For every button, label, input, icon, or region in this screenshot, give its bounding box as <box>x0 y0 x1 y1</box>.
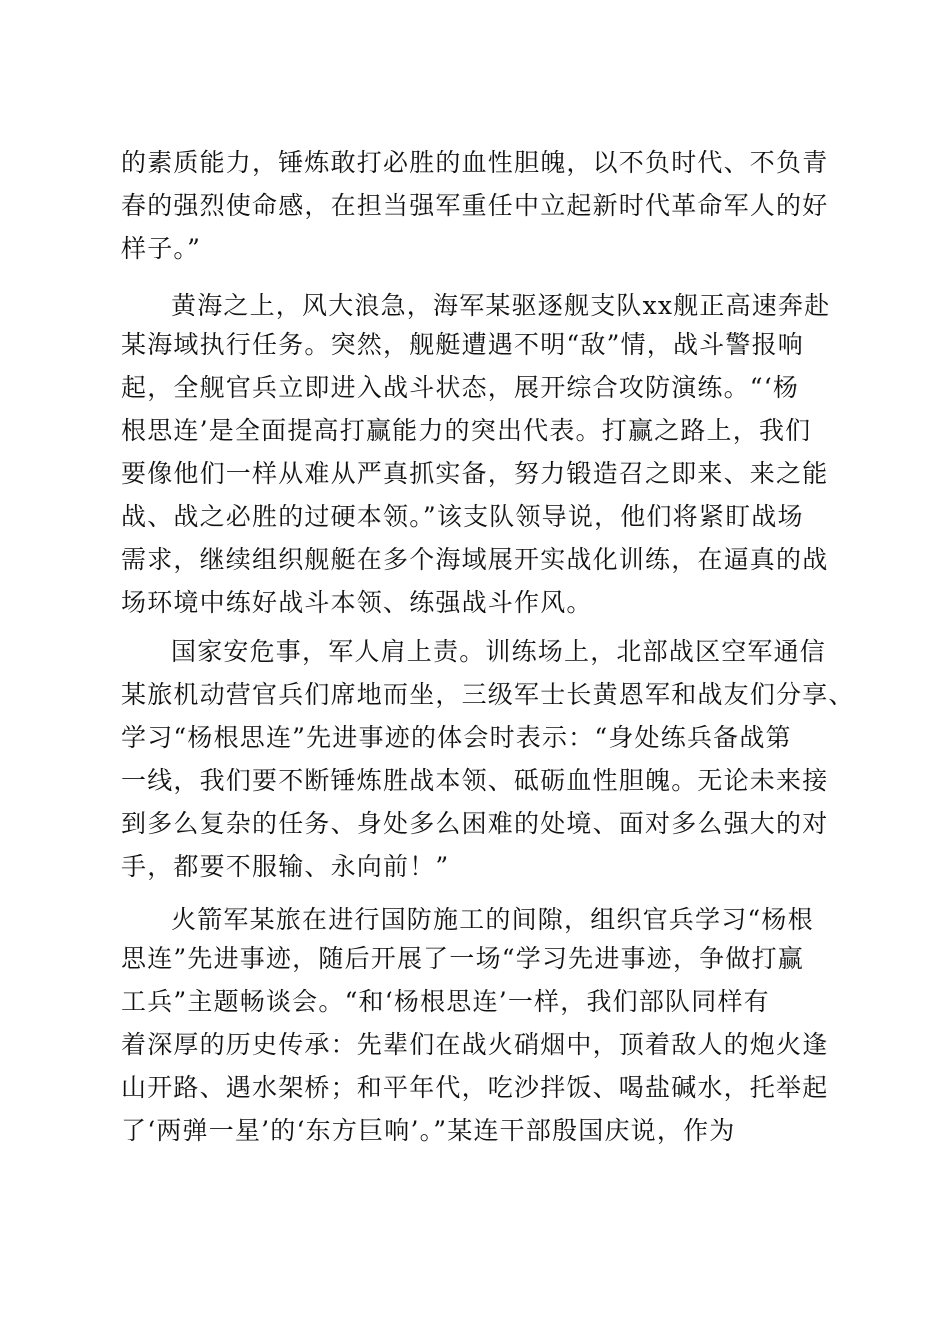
text-line-18: 火箭军某旅在进行国防施工的间隙，组织官兵学习“杨根 <box>171 905 814 934</box>
text-line-12: 国家安危事，军人肩上责。训练场上，北部战区空军通信 <box>171 637 827 666</box>
text-line-19: 思连”先进事迹，随后开展了一场“学习先进事迹，争做打赢 <box>121 944 804 973</box>
text-line-15: 一线，我们要不断锤炼胜战本领、砥砺血性胆魄。无论未来接 <box>121 766 829 795</box>
text-line-2: 春的强烈使命感，在担当强军重任中立起新时代革命军人的好 <box>121 191 829 220</box>
text-line-11: 场环境中练好战斗本领、练强战斗作风。 <box>121 588 593 617</box>
text-line-1: 的素质能力，锤炼敢打必胜的血性胆魄，以不负时代、不负青 <box>121 148 829 177</box>
text-line-20: 工兵”主题畅谈会。“和‘杨根思连’一样，我们部队同样有 <box>121 987 770 1016</box>
text-line-14: 学习“杨根思连”先进事迹的体会时表示：“身处练兵备战第 <box>121 723 792 752</box>
text-line-17: 手，都要不服输、永向前！” <box>121 852 450 881</box>
text-line-8: 要像他们一样从难从严真抓实备，努力锻造召之即来、来之能 <box>121 459 829 488</box>
text-line-6: 起，全舰官兵立即进入战斗状态，展开综合攻防演练。“‘杨 <box>121 373 800 402</box>
text-line-16: 到多么复杂的任务、身处多么困难的处境、面对多么强大的对 <box>121 809 829 838</box>
text-line-22: 山开路、遇水架桥；和平年代，吃沙拌饭、喝盐碱水，托举起 <box>121 1073 829 1102</box>
text-line-5: 某海域执行任务。突然，舰艇遭遇不明“敌”情，战斗警报响 <box>121 330 804 359</box>
text-line-13: 某旅机动营官兵们席地而坐，三级军士长黄恩军和战友们分享、 <box>121 680 855 709</box>
text-line-7: 根思连’是全面提高打赢能力的突出代表。打赢之路上，我们 <box>121 416 812 445</box>
text-line-10: 需求，继续组织舰艇在多个海域展开实战化训练，在逼真的战 <box>121 545 829 574</box>
text-line-9: 战、战之必胜的过硬本领。”该支队领导说，他们将紧盯战场 <box>121 502 804 531</box>
text-line-23: 了‘两弹一星’的‘东方巨响’。”某连干部殷国庆说，作为 <box>121 1116 736 1145</box>
text-line-21: 着深厚的历史传承：先辈们在战火硝烟中，顶着敌人的炮火逢 <box>121 1030 829 1059</box>
text-line-4: 黄海之上，风大浪急，海军某驱逐舰支队xx舰正高速奔赴 <box>171 291 831 320</box>
text-line-3: 样子。” <box>121 234 202 263</box>
